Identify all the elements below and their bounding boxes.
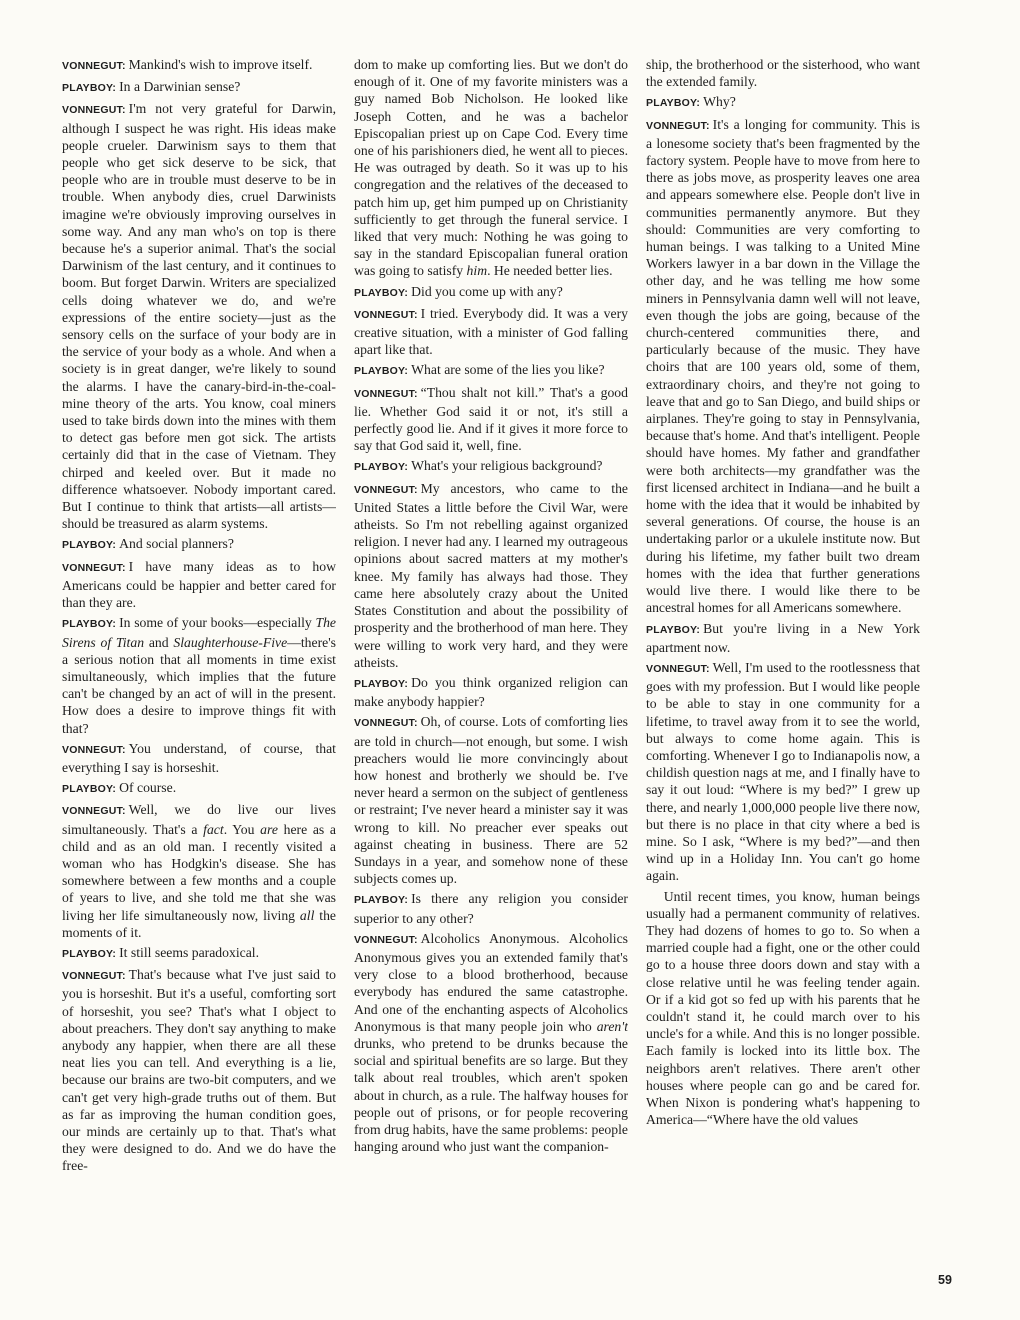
speaker-label-vonnegut: VONNEGUT: <box>62 561 126 574</box>
paragraph-text: and <box>144 634 174 650</box>
interview-paragraph <box>62 944 336 963</box>
column-1 <box>62 56 336 1296</box>
interview-paragraph <box>646 56 920 90</box>
interview-paragraph <box>62 614 336 736</box>
column-2 <box>354 56 628 1296</box>
speaker-label-playboy: PLAYBOY: <box>62 783 117 796</box>
paragraph-text: Well, we do live our lives simultaneously. That's a <box>62 802 336 837</box>
italic-text: Slaughterhouse-Five <box>173 634 288 650</box>
interview-paragraph <box>646 659 920 885</box>
speaker-label-vonnegut: VONNEGUT: <box>62 104 126 117</box>
paragraph-text: here as a child and as an old man. I recently visited a woman who has Hodgkin's disease. She has somewhere between a few months and a couple of years to live, and she told me that she was living her life simultaneously now, living <box>62 821 336 923</box>
paragraph-text: That's because what I've just said to you is horseshit. But it's a useful, comforting sort of horseshit, you see? That's what I object to about preachers. They don't say anything to make anybody any happier, when there are all these neat lies you can tell. And everything is a lie, because our brains are two-bit computers, and we can't get very high-grade truths out of them. But as far as improving the human condition goes, our minds are certainly up to that. That's what they were designed to do. And we do have the free- <box>62 967 336 1174</box>
paragraph-text: Did you come up with any? <box>411 283 563 299</box>
paragraph-text: But you're living in a New York apartment now. <box>646 620 920 655</box>
interview-paragraph <box>354 384 628 455</box>
paragraph-text: Mankind's wish to improve itself. <box>128 57 313 72</box>
interview-paragraph <box>354 713 628 887</box>
paragraph-text: I tried. Everybody did. It was a very creative situation, with a minister of God falling apart like that. <box>354 305 628 358</box>
italic-text: aren't <box>596 1018 628 1034</box>
speaker-label-vonnegut: VONNEGUT: <box>354 387 418 400</box>
paragraph-text: . He needed better lies. <box>487 263 613 279</box>
speaker-label-playboy: PLAYBOY: <box>354 365 409 378</box>
interview-paragraph <box>354 283 628 302</box>
paragraph-text: What's your religious background? <box>411 458 603 474</box>
interview-paragraph <box>62 740 336 776</box>
interview-paragraph <box>62 779 336 798</box>
speaker-label-playboy: PLAYBOY: <box>62 539 117 552</box>
paragraph-text: Do you think organized religion can make anybody happier? <box>354 674 628 710</box>
interview-paragraph <box>646 888 920 1129</box>
italic-text: The Sirens of Titan <box>62 615 336 650</box>
interview-paragraph <box>646 116 920 617</box>
speaker-label-playboy: PLAYBOY: <box>354 286 409 299</box>
paragraph-text: My ancestors, who came to the United States a little before the Civil War, were atheists. So I'm not rebelling against organized religion. I never had any. I learned my outrageous opinions about sacred matters at my mother's knee. My family has always had those. They came here absolutely crazy about the United States Constitution and about the possibility of prosperity and the brotherhood of man here. They were willing to work very hard, and they were atheists. <box>354 480 628 670</box>
interview-paragraph <box>646 93 920 112</box>
interview-paragraph <box>354 890 628 926</box>
speaker-label-vonnegut: VONNEGUT: <box>62 970 126 983</box>
interview-paragraph <box>62 78 336 97</box>
speaker-label-vonnegut: VONNEGUT: <box>354 308 418 321</box>
paragraph-text: Until recent times, you know, human beings usually had a permanent community of relatives. They had dozens of homes to go to. So when a married couple had a fight, one or the other could go to a house three doors down and stay with a close relative until he was feeling tender again. Or if a kid got so fed up with his parents that he couldn't stand it, he could march over to his uncle's for a while. And this is no longer possible. Each family is locked into its little box. The neighbors aren't relatives. There aren't other houses where people can go and be cared for. When Nixon is pondering what's happening to America—“Where have the old values <box>646 888 920 1128</box>
paragraph-text: In a Darwinian sense? <box>119 79 241 95</box>
italic-text: fact <box>203 821 224 837</box>
paragraph-text: What are some of the lies you like? <box>411 362 605 378</box>
paragraph-text: In some of your books—especially <box>119 615 316 631</box>
speaker-label-vonnegut: VONNEGUT: <box>354 933 418 946</box>
paragraph-text: “Thou shalt not kill.” That's a good lie. Whether God said it or not, it's still a perfectly good lie. And if it gives it more force to say that God said it, well, fine. <box>354 384 628 454</box>
paragraph-text: Oh, of course. Lots of comforting lies are told in church—not enough, but some. I wish preachers would lie more convincingly about how honest and brotherly we should be. I've never heard a sermon on the subject of gentleness or restraint; I've never heard a minister say it was wrong to kill. No preacher ever speaks out against cheating in business. There are 52 Sundays in a year, and somehow none of these subjects comes up. <box>354 714 628 887</box>
interview-paragraph <box>354 480 628 671</box>
paragraph-text: You understand, of course, that everything I say is horseshit. <box>62 740 336 775</box>
paragraph-text: And social planners? <box>119 536 234 552</box>
interview-paragraph <box>354 56 628 280</box>
interview-paragraph <box>354 457 628 476</box>
paragraph-text: Of course. <box>119 780 177 796</box>
paragraph-text: ship, the brotherhood or the sisterhood, who want the extended family. <box>646 57 920 90</box>
speaker-label-playboy: PLAYBOY: <box>62 82 117 95</box>
paragraph-text: . You <box>223 821 261 837</box>
paragraph-text: Why? <box>703 94 736 110</box>
paragraph-text: —there's a serious notion that all moments in time exist simultaneously, which implies that the future can't be changed by an act of will in the present. How does a desire to improve things fit with that? <box>62 634 336 736</box>
paragraph-text: drunks, who pretend to be drunks because the social and spiritual benefits are so large. But they talk about real troubles, which aren't spoken about in church, as a rule. The halfway houses for people out of prisons, or for people recovering from drug habits, have the same problems: people hanging around who just want the companion- <box>354 1035 628 1155</box>
paragraph-text: Well, I'm used to the rootlessness that goes with my profession. But I would like people to be able to stay in one community for a lifetime, to travel away from it to see the world, but always to come home again. This is comforting. Whenever I go to Indianapolis now, a childish question nags at me, and I finally have to say it out loud: “Where is my bed?” I grew up there, and nearly 1,000,000 people live there now, but there is no place in that city where a bed is mine. So I ask, “Where is my bed?”—and then wind up in a Holiday Inn. You can't go home again. <box>646 659 920 884</box>
interview-paragraph <box>62 558 336 612</box>
interview-paragraph <box>62 966 336 1174</box>
speaker-label-playboy: PLAYBOY: <box>62 618 117 631</box>
interview-paragraph <box>354 361 628 380</box>
italic-text: are <box>260 821 278 837</box>
speaker-label-vonnegut: VONNEGUT: <box>354 483 418 496</box>
paragraph-text: It's a longing for community. This is a lonesome society that's been fragmented by the factory system. People have to move from here to there as jobs move, as prosperity leaves one area and appears somewhere else. People don't live in communities permanently anymore. But they should: Communities are very comforting to human beings. I was talking to a United Mine Workers lawyer in a bar down in the Village the other day, and he was telling me how some miners in Pennsylvania damn well will not leave, even though the jobs are going, because of the church-centered communities there, and particularly because of the music. They have choirs that are 100 years old, some of them, extraordinary choirs, and they're not going to leave that and go to San Diego, and build ships or airplanes. They're going to stay in Pennsylvania, because that's home. And that's intelligent. People should have homes. My father and grandfather were both architects—my grandfather was the first licensed architect in Indiana—and he built a home with the idea that it would be inhabited by several generations. Of course, the house is an undertaking parlor or a ukulele institute now. But during his lifetime, my father built two dream homes with the idea that further generations would live there. I would like there to be ancestral homes for all Americans somewhere. <box>646 116 920 616</box>
speaker-label-vonnegut: VONNEGUT: <box>62 743 126 756</box>
italic-text: him <box>466 263 488 279</box>
speaker-label-vonnegut: VONNEGUT: <box>62 60 126 72</box>
interview-paragraph <box>354 305 628 359</box>
speaker-label-playboy: PLAYBOY: <box>646 623 701 636</box>
paragraph-text: Alcoholics Anonymous. Alcoholics Anonymous gives you an extended family that's very close to a blood brotherhood, because everybody has endured the same catastrophe. And one of the enchanting aspects of Alcoholics Anonymous is that many people join who <box>354 930 628 1034</box>
speaker-label-vonnegut: VONNEGUT: <box>62 805 126 818</box>
speaker-label-playboy: PLAYBOY: <box>354 677 409 690</box>
speaker-label-playboy: PLAYBOY: <box>62 947 117 960</box>
interview-paragraph <box>62 100 336 532</box>
interview-paragraph <box>354 930 628 1156</box>
speaker-label-vonnegut: VONNEGUT: <box>646 119 710 132</box>
speaker-label-playboy: PLAYBOY: <box>354 894 409 907</box>
paragraph-text: I'm not very grateful for Darwin, although I suspect he was right. His ideas make people crueler. Darwinism says to them that people who get sick deserve to be sick, that people who are in trouble must deserve to be in trouble. When anybody dies, cruel Darwinists imagine we're obviously improving ourselves in some way. And any man who's on top is there because he's a superior animal. That's the social Darwinism of the last century, and it continues to boom. But forget Darwin. Writers are specialized cells doing whatever we do, and we're expressions of the entire society—just as the sensory cells on the surface of your body are in the service of your body as a whole. And when a society is in great danger, we're likely to sound the alarms. I have the canary-bird-in-the-coal-mine theory of the arts. You know, coal miners used to take birds down into the mines with them to detect gas before men got sick. The artists certainly did that in the case of Vietnam. They chirped and keeled over. But it made no difference whatsoever. Nobody important cared. But I continue to think that artists—all artists—should be treasured as alarm systems. <box>62 101 336 532</box>
paragraph-text: It still seems paradoxical. <box>119 944 260 960</box>
paragraph-text: dom to make up comforting lies. But we don't do enough of it. One of my favorite ministers was a guy named Bob Nicholson. He looked like Joseph Cotten, and he was a bachelor Episcopalian priest up on Cape Cod. Every time one of his parishioners died, he went all to pieces. He was outraged by death. So it was up to his congregation and the relatives of the deceased to patch him up, get him pumped up on Christianity sufficiently to get through the funeral service. I liked that very much: Nothing he was going to say in the standard Episcopalian funeral oration was going to satisfy <box>354 57 628 279</box>
speaker-label-playboy: PLAYBOY: <box>354 461 409 474</box>
speaker-label-playboy: PLAYBOY: <box>646 97 701 110</box>
speaker-label-vonnegut: VONNEGUT: <box>646 662 710 675</box>
italic-text: all <box>299 907 315 923</box>
interview-paragraph <box>62 56 336 75</box>
paragraph-text: the moments of it. <box>62 907 336 940</box>
interview-paragraph <box>62 801 336 941</box>
speaker-label-vonnegut: VONNEGUT: <box>354 717 418 730</box>
interview-paragraph <box>354 674 628 710</box>
paragraph-text: I have many ideas as to how Americans could be happier and better cared for than they are. <box>62 558 336 611</box>
page-number: 59 <box>938 1273 952 1287</box>
paragraph-text: Is there any religion you consider superior to any other? <box>354 891 628 926</box>
interview-paragraph <box>646 620 920 656</box>
interview-paragraph <box>62 535 336 554</box>
column-3 <box>646 56 920 1296</box>
